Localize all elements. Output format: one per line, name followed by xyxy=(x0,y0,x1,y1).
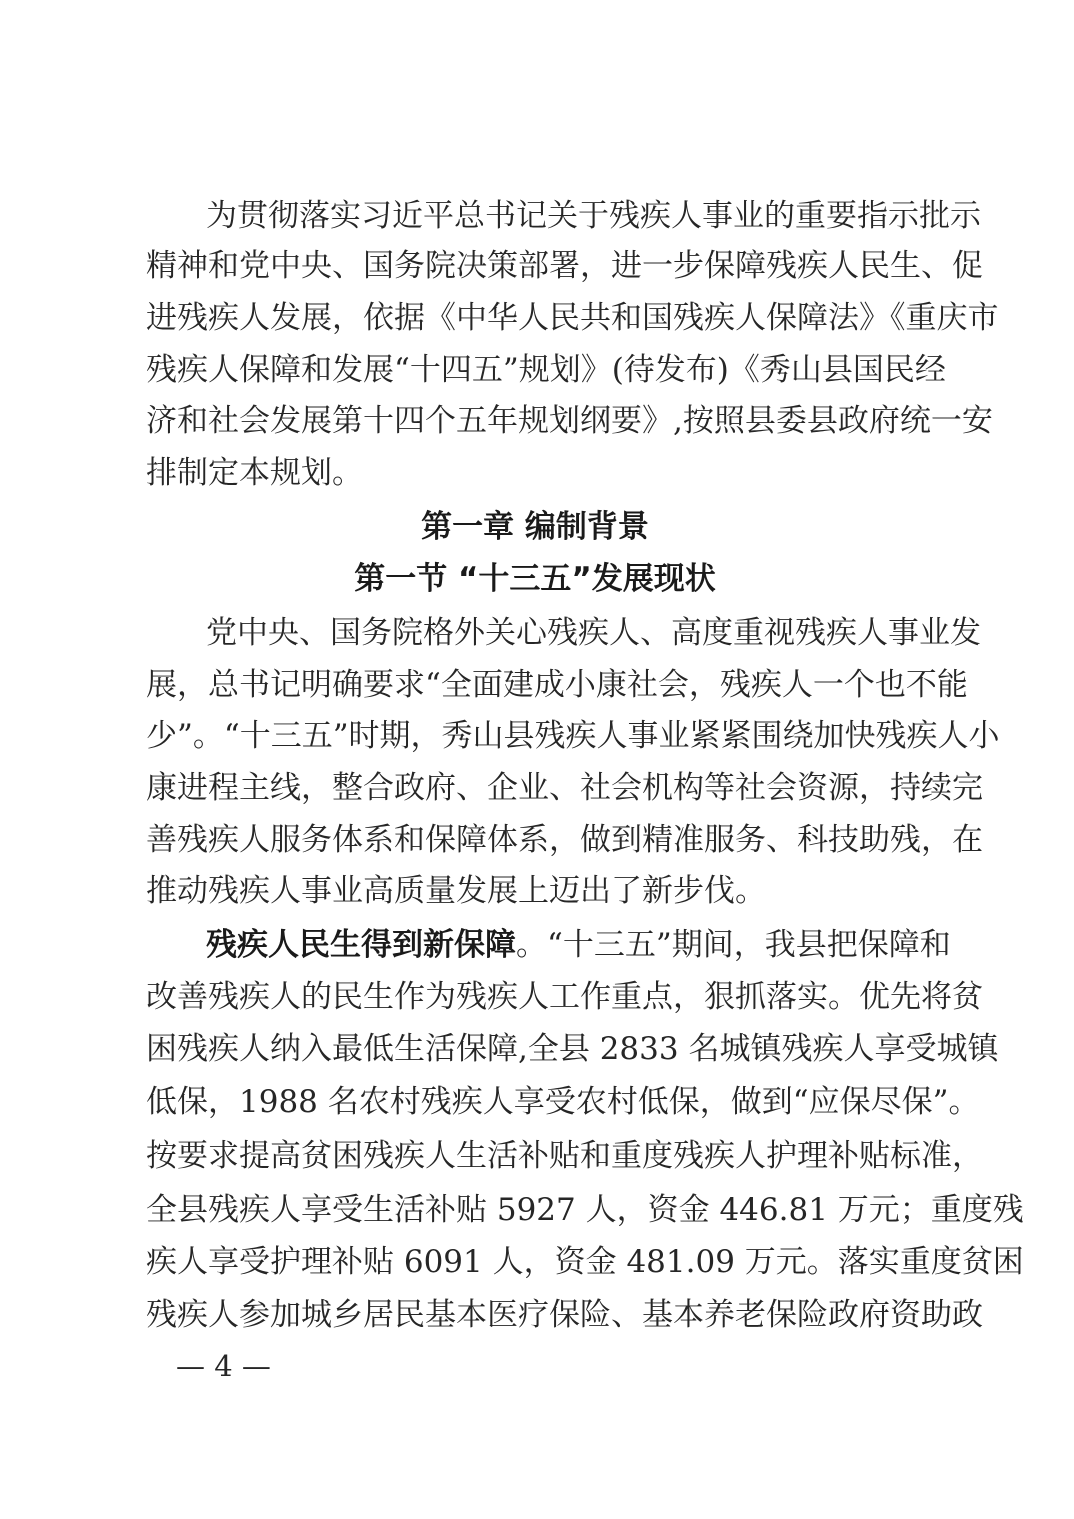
paragraph-line: 全县残疾人享受生活补贴 5927 人，资金 446.81 万元；重度残 xyxy=(146,1192,1024,1228)
paragraph-line-rest: 。“十三五”期间，我县把保障和 xyxy=(516,927,951,963)
paragraph-line: 低保，1988 名农村残疾人享受农村低保，做到“应保尽保”。 xyxy=(146,1084,980,1120)
paragraph-line: 济和社会发展第十四个五年规划纲要》,按照县委县政府统一安 xyxy=(146,403,993,439)
paragraph-line: 残疾人参加城乡居民基本医疗保险、基本养老保险政府资助政 xyxy=(146,1297,983,1333)
paragraph-line: 推动残疾人事业高质量发展上迈出了新步伐。 xyxy=(146,873,766,909)
paragraph-line xyxy=(206,925,951,965)
paragraph-line: 困残疾人纳入最低生活保障,全县 2833 名城镇残疾人享受城镇 xyxy=(146,1031,999,1067)
paragraph-line: 进残疾人发展，依据《中华人民共和国残疾人保障法》《重庆市 xyxy=(146,300,999,336)
paragraph-line: 为贯彻落实习近平总书记关于残疾人事业的重要指示批示 xyxy=(206,198,981,234)
paragraph-line: 善残疾人服务体系和保障体系，做到精准服务、科技助残，在 xyxy=(146,822,983,858)
chapter-heading: 第一章 编制背景 xyxy=(421,509,649,545)
paragraph-line: 康进程主线，整合政府、企业、社会机构等社会资源，持续完 xyxy=(146,770,983,806)
paragraph-lead: 残疾人民生得到新保障 xyxy=(206,927,516,963)
paragraph-line: 疾人享受护理补贴 6091 人，资金 481.09 万元。落实重度贫困 xyxy=(146,1244,1024,1280)
paragraph-line: 展，总书记明确要求“全面建成小康社会，残疾人一个也不能 xyxy=(146,667,968,703)
paragraph-line: 按要求提高贫困残疾人生活补贴和重度残疾人护理补贴标准， xyxy=(146,1138,983,1174)
paragraph-line: 残疾人保障和发展“十四五”规划》(待发布)《秀山县国民经 xyxy=(146,352,946,388)
page-number: — 4 — xyxy=(176,1349,271,1383)
paragraph-line: 改善残疾人的民生作为残疾人工作重点，狠抓落实。优先将贫 xyxy=(146,979,983,1015)
paragraph-line: 党中央、国务院格外关心残疾人、高度重视残疾人事业发 xyxy=(206,615,981,651)
paragraph-line: 少”。“十三五”时期，秀山县残疾人事业紧紧围绕加快残疾人小 xyxy=(146,718,1000,754)
paragraph-line: 精神和党中央、国务院决策部署，进一步保障残疾人民生、促 xyxy=(146,248,983,284)
section-heading: 第一节 “十三五”发展现状 xyxy=(354,561,716,597)
paragraph-line: 排制定本规划。 xyxy=(146,455,363,491)
